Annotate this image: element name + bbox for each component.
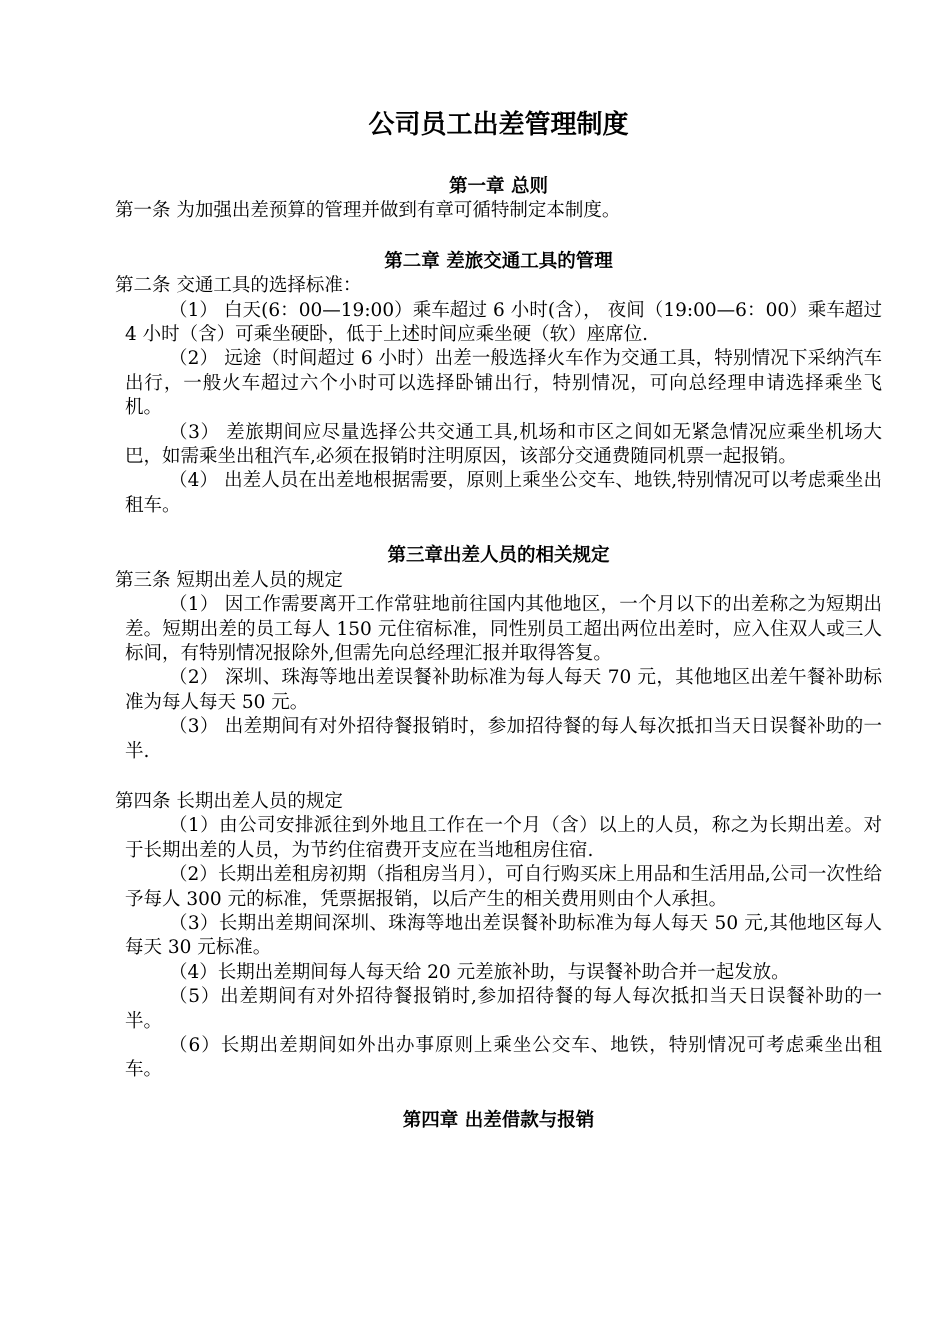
- article-3-item-3: （3） 出差期间有对外招待餐报销时，参加招待餐的每人每次抵扣当天日误餐补助的一半.: [125, 716, 882, 762]
- article-1: 第一条 为加强出差预算的管理并做到有章可循特制定本制度。: [115, 200, 621, 222]
- article-4-item-5: （5）出差期间有对外招待餐报销时,参加招待餐的每人每次抵扣当天日误餐补助的一半。: [125, 986, 882, 1032]
- article-3-item-1: （1） 因工作需要离开工作常驻地前往国内其他地区，一个月以下的出差称之为短期出差。短期出差的员工每人 150 元住宿标准，同性别员工超出两位出差时，应入住双人或三人标间，有特别情况报除外,但需先向总经理汇报并取得答复。: [125, 594, 882, 664]
- chapter-2-heading: 第二章 差旅交通工具的管理: [384, 250, 613, 272]
- document-title: 公司员工出差管理制度: [368, 110, 629, 140]
- article-4-item-4: （4）长期出差期间每人每天给 20 元差旅补助，与误餐补助合并一起发放。: [169, 961, 790, 983]
- chapter-1-heading: 第一章 总则: [449, 176, 548, 197]
- article-2-item-3: （3） 差旅期间应尽量选择公共交通工具,机场和市区之间如无紧急情况应乘坐机场大巴，如需乘坐出租汽车,必须在报销时注明原因，该部分交通费随同机票一起报销。: [125, 421, 882, 468]
- article-2-item-2: （2） 远途（时间超过 6 小时）出差一般选择火车作为交通工具，特别情况下采纳汽车出行，一般火车超过六个小时可以选择卧铺出行，特别情况，可向总经理申请选择乘坐飞机。: [125, 348, 882, 419]
- article-4-heading: 第四条 长期出差人员的规定: [115, 790, 343, 812]
- article-2-heading: 第二条 交通工具的选择标准：: [115, 275, 362, 297]
- article-4-item-2: （2）长期出差租房初期（指租房当月），可自行购买床上用品和生活用品,公司一次性给予每人 300 元的标准，凭票据报销，以后产生的相关费用则由个人承担。: [125, 864, 882, 910]
- article-4-item-6: （6）长期出差期间如外出办事原则上乘坐公交车、地铁，特别情况可考虑乘坐出租车。: [125, 1035, 882, 1081]
- chapter-3-heading: 第三章出差人员的相关规定: [387, 545, 610, 567]
- article-2-item-1: （1） 白天(6：00—19:00）乘车超过 6 小时(含）， 夜间（19:00—6：00）乘车超过 4 小时（含）可乘坐硬卧，低于上述时间应乘坐硬（软）座席位.: [125, 299, 882, 346]
- article-3-heading: 第三条 短期出差人员的规定: [115, 569, 343, 591]
- chapter-4-heading: 第四章 出差借款与报销: [402, 1109, 595, 1131]
- article-3-item-2: （2） 深圳、珠海等地出差误餐补助标准为每人每天 70 元，其他地区出差午餐补助标准为每人每天 50 元。: [125, 667, 882, 713]
- article-4-item-3: （3）长期出差期间深圳、珠海等地出差误餐补助标准为每人每天 50 元,其他地区每人每天 30 元标准。: [125, 912, 882, 959]
- article-4-item-1: （1）由公司安排派往到外地且工作在一个月（含）以上的人员，称之为长期出差。对于长期出差的人员，为节约住宿费开支应在当地租房住宿.: [125, 815, 882, 861]
- article-2-item-4: （4） 出差人员在出差地根据需要，原则上乘坐公交车、地铁,特别情况可以考虑乘坐出租车。: [125, 470, 882, 516]
